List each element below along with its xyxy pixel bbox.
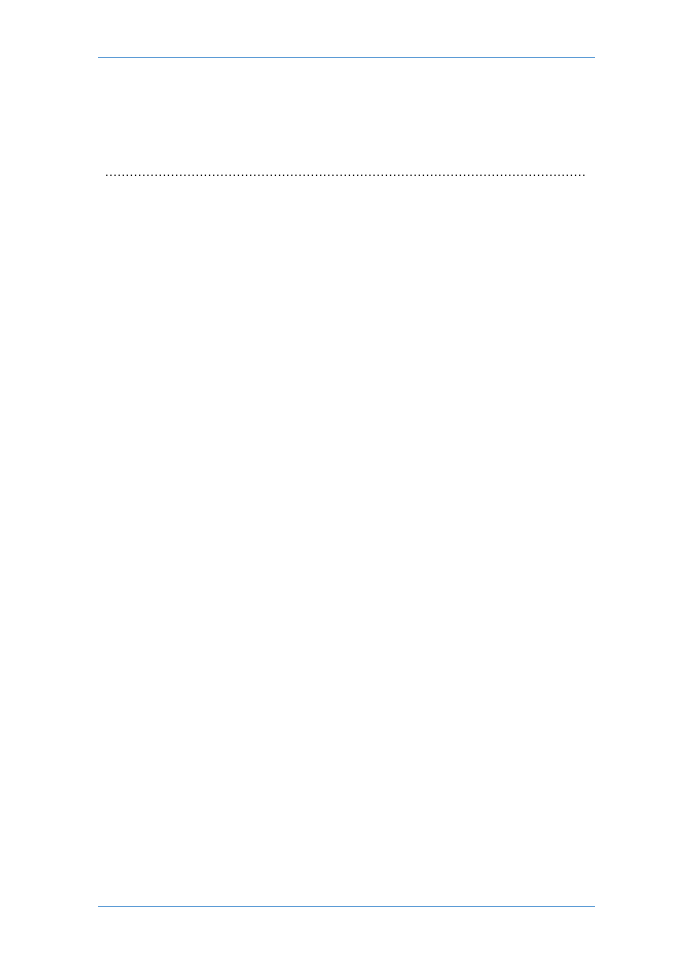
toc-entry-7[interactable]: [105, 132, 588, 186]
toc-entry-7-line2: [105, 159, 588, 186]
dot-leader: [105, 163, 586, 181]
header-divider: [98, 57, 595, 58]
toc-entry-7-line1: [105, 132, 588, 159]
table-of-contents: [105, 132, 588, 186]
footer-divider: [98, 906, 595, 907]
